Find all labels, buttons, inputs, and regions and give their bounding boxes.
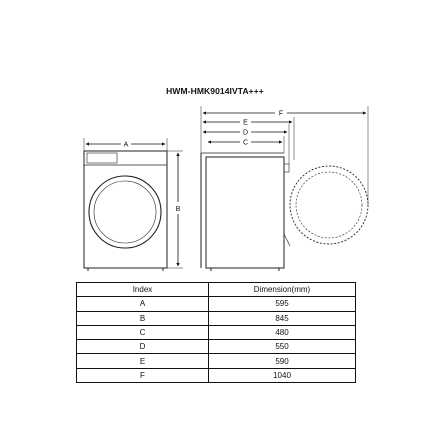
dimension-table (76, 282, 356, 383)
cell-value: 590 (209, 354, 356, 368)
detergent-drawer (87, 153, 117, 163)
door-outer-ring (89, 176, 161, 248)
open-door-outer (290, 166, 368, 244)
label-e: E (243, 119, 248, 127)
label-f: F (278, 110, 284, 118)
side-body-outline (206, 157, 284, 268)
dimension-b (167, 151, 183, 268)
cell-value: 845 (209, 311, 356, 325)
dimension-a (84, 138, 167, 151)
label-b: B (175, 206, 181, 213)
open-door-hinge (284, 234, 290, 246)
model-title: HWM-HMK9014IVTA+++ (166, 86, 264, 96)
table-row (77, 340, 356, 354)
label-c: C (242, 139, 249, 147)
label-a: A (123, 141, 129, 149)
front-view (84, 151, 167, 271)
header-dimension: Dimension(mm) (209, 283, 356, 297)
cell-index: F (77, 368, 209, 382)
rear-hose-outlet (284, 164, 289, 172)
label-d: D (242, 129, 249, 137)
table-header-row (77, 283, 356, 297)
door-glass (94, 181, 156, 243)
open-door-outline (290, 166, 368, 244)
open-door-inner (296, 172, 362, 238)
table-row (77, 368, 356, 382)
side-view (201, 153, 290, 271)
table-row (77, 354, 356, 368)
table-row (77, 325, 356, 339)
cell-value: 550 (209, 340, 356, 354)
cell-value: 480 (209, 325, 356, 339)
cell-index: B (77, 311, 209, 325)
cell-value: 1040 (209, 368, 356, 382)
cell-index: A (77, 297, 209, 311)
cell-index: C (77, 325, 209, 339)
table-row (77, 311, 356, 325)
cell-index: E (77, 354, 209, 368)
cell-index: D (77, 340, 209, 354)
cell-value: 595 (209, 297, 356, 311)
front-body-outline (84, 151, 167, 268)
table-row (77, 297, 356, 311)
header-index: Index (77, 283, 209, 297)
